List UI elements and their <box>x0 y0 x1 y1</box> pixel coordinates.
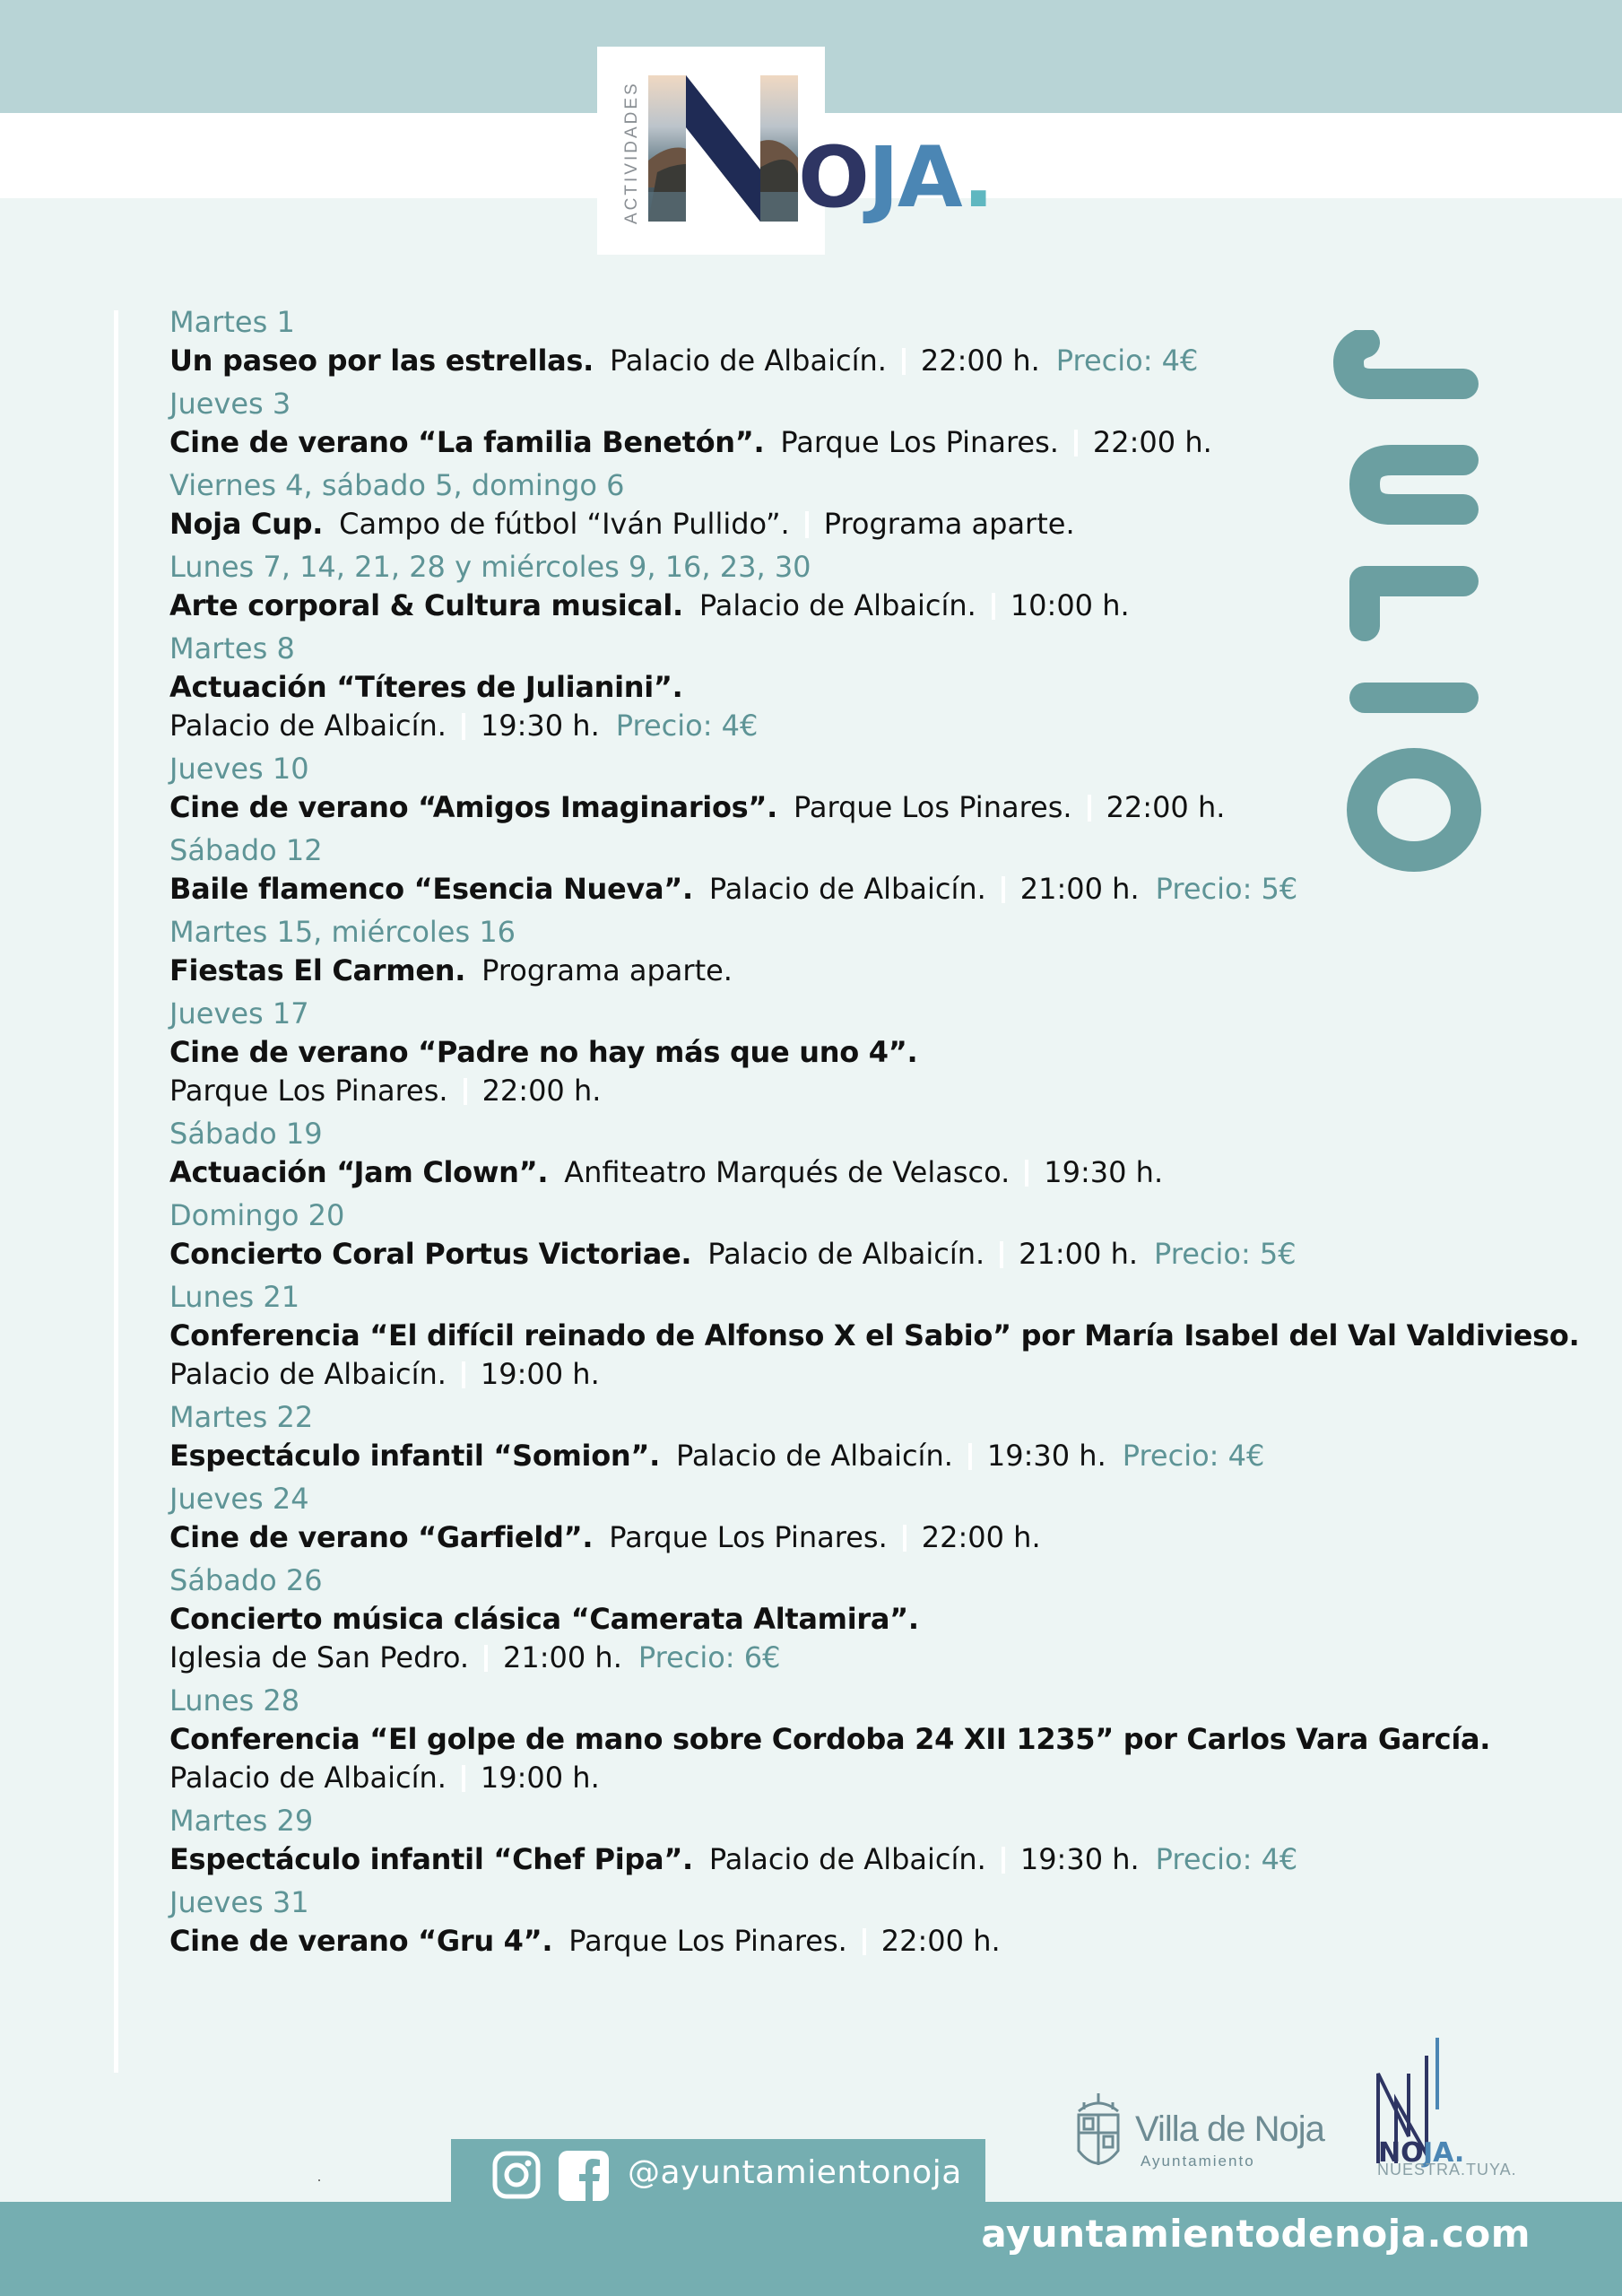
event-date: Lunes 21 <box>169 1280 300 1314</box>
event-place: Parque Los Pinares. <box>568 1924 847 1958</box>
event-title: Espectáculo infantil “Somion”. <box>169 1439 660 1473</box>
event-title: Arte corporal & Cultura musical. <box>169 588 683 622</box>
event-date: Jueves 31 <box>169 1885 309 1919</box>
event-date: Viernes 4, sábado 5, domingo 6 <box>169 468 625 502</box>
event-time: 19:30 h. <box>1019 1842 1140 1876</box>
event-line <box>169 1437 1550 1475</box>
event-time: 19:00 h. <box>480 1761 600 1795</box>
event-date: Jueves 10 <box>169 752 309 786</box>
event-line <box>169 1840 1550 1879</box>
event-line <box>169 1355 1550 1394</box>
event-line <box>169 1235 1550 1274</box>
logo-dot: . <box>962 129 993 227</box>
event-date: Martes 22 <box>169 1400 314 1434</box>
event-place: Palacio de Albaicín. <box>169 1357 447 1391</box>
month-vertical-title <box>1329 330 1490 886</box>
event-line <box>169 1317 1580 1355</box>
event-place: Palacio de Albaicín. <box>169 709 447 743</box>
event-price: Precio: 5€ <box>1155 872 1298 906</box>
event-place: Parque Los Pinares. <box>794 790 1072 824</box>
event-date: Martes 8 <box>169 631 295 665</box>
event-title: Cine de verano “La familia Benetón”. <box>169 425 765 459</box>
logo-side-text: ACTIVIDADES <box>622 81 641 224</box>
event-date: Martes 29 <box>169 1804 314 1838</box>
separator-bar <box>903 1525 906 1552</box>
facebook-icon[interactable] <box>559 2151 609 2201</box>
separator-bar <box>462 1361 465 1388</box>
villa-subtitle: Ayuntamiento <box>1141 2152 1255 2170</box>
event-place: Palacio de Albaicín. <box>707 1237 985 1271</box>
event-place: Parque Los Pinares. <box>780 425 1059 459</box>
website-link[interactable]: ayuntamientodenoja.com <box>981 2212 1531 2256</box>
separator-bar <box>464 1078 467 1105</box>
event-title: Cine de verano “Gru 4”. <box>169 1924 553 1958</box>
event-line <box>169 1600 1550 1639</box>
event-time: 19:30 h. <box>1044 1155 1164 1189</box>
event-item <box>169 1196 1550 1274</box>
logo-letters-ja: JA <box>867 129 963 227</box>
event-item <box>169 1883 1550 1961</box>
event-line <box>169 1518 1550 1557</box>
event-time: 19:00 h. <box>480 1357 600 1391</box>
event-place: Iglesia de San Pedro. <box>169 1640 470 1674</box>
separator-bar <box>863 1928 866 1955</box>
event-title: Baile flamenco “Esencia Nueva”. <box>169 872 693 906</box>
logo-letter-o: O <box>798 129 868 227</box>
event-time: 21:00 h. <box>1019 872 1140 906</box>
event-time: 21:00 h. <box>1019 1237 1139 1271</box>
separator-bar <box>1002 876 1005 903</box>
separator-bar <box>1000 1241 1003 1268</box>
event-time: 22:00 h. <box>920 344 1040 378</box>
event-price: Precio: 5€ <box>1154 1237 1297 1271</box>
event-title: Espectáculo infantil “Chef Pipa”. <box>169 1842 693 1876</box>
event-date: Martes 15, miércoles 16 <box>169 915 516 949</box>
event-date: Domingo 20 <box>169 1198 345 1232</box>
event-line <box>169 952 1550 990</box>
event-line <box>169 1072 1550 1110</box>
event-title: Conferencia “El difícil reinado de Alfonso X el Sabio” por María Isabel del Val Valdivieso. <box>169 1318 1580 1352</box>
event-title: Cine de verano “Padre no hay más que uno 4”. <box>169 1035 918 1069</box>
event-line <box>169 1720 1550 1759</box>
event-place: Parque Los Pinares. <box>169 1074 448 1108</box>
event-line <box>169 1153 1550 1192</box>
event-time: 22:00 h. <box>880 1924 1001 1958</box>
event-place: Palacio de Albaicín. <box>610 344 887 378</box>
event-time: 22:00 h. <box>1092 425 1212 459</box>
event-line <box>169 1922 1550 1961</box>
separator-bar <box>805 511 809 538</box>
event-place: Anfiteatro Marqués de Velasco. <box>564 1155 1010 1189</box>
event-date: Sábado 19 <box>169 1117 323 1151</box>
svg-text:JA.: JA. <box>1423 2137 1465 2168</box>
event-date: Lunes 7, 14, 21, 28 y miércoles 9, 16, 23, 30 <box>169 550 811 584</box>
event-place: Palacio de Albaicín. <box>698 588 976 622</box>
nn-logo-text: NUESTRA.TUYA. <box>1377 2161 1517 2179</box>
event-price: Precio: 4€ <box>1055 344 1199 378</box>
event-title: Conferencia “El golpe de mano sobre Cordoba 24 XII 1235” por Carlos Vara García. <box>169 1722 1491 1756</box>
event-date: Sábado 12 <box>169 833 323 867</box>
event-date: Jueves 24 <box>169 1482 309 1516</box>
event-date: Martes 1 <box>169 305 295 339</box>
event-place: Campo de fútbol “Iván Pullido”. <box>339 507 790 541</box>
svg-text:NO: NO <box>1378 2137 1424 2168</box>
event-date: Lunes 28 <box>169 1683 300 1718</box>
left-rule <box>114 310 118 2073</box>
event-place: Parque Los Pinares. <box>609 1520 888 1554</box>
event-place: Palacio de Albaicín. <box>708 872 986 906</box>
event-time: 10:00 h. <box>1010 588 1130 622</box>
event-place: Palacio de Albaicín. <box>708 1842 986 1876</box>
event-price: Precio: 4€ <box>1155 1842 1298 1876</box>
separator-bar <box>484 1645 488 1672</box>
event-line <box>169 1033 1550 1072</box>
event-title: Cine de verano “Garfield”. <box>169 1520 594 1554</box>
event-time: 21:00 h. <box>503 1640 622 1674</box>
separator-bar <box>1074 430 1078 457</box>
event-item <box>169 1561 1550 1677</box>
tiny-dot <box>318 2179 320 2181</box>
separator-bar <box>1002 1847 1005 1874</box>
event-price: Precio: 4€ <box>1122 1439 1265 1473</box>
event-item <box>169 913 1550 990</box>
event-item <box>169 1480 1550 1557</box>
event-title: Un paseo por las estrellas. <box>169 344 594 378</box>
noja-nuestra-tuya-logo-icon <box>1373 2038 1480 2168</box>
separator-bar <box>992 593 995 620</box>
event-item <box>169 1115 1550 1192</box>
event-price: Precio: 6€ <box>638 1640 781 1674</box>
separator-bar <box>462 1765 465 1792</box>
logo-letter-n <box>648 75 798 222</box>
event-time: 22:00 h. <box>921 1520 1041 1554</box>
event-title: Fiestas El Carmen. <box>169 953 466 987</box>
separator-bar <box>968 1443 972 1470</box>
event-time: Programa aparte. <box>481 953 733 987</box>
event-time: 19:30 h. <box>986 1439 1106 1473</box>
villa-name: Villa de Noja <box>1135 2109 1324 2149</box>
event-title: Concierto música clásica “Camerata Altamira”. <box>169 1602 919 1636</box>
event-item <box>169 995 1550 1110</box>
event-date: Sábado 26 <box>169 1563 323 1597</box>
event-line <box>169 1639 1550 1677</box>
event-price: Precio: 4€ <box>615 709 759 743</box>
event-time: 22:00 h. <box>481 1074 602 1108</box>
event-item <box>169 1802 1550 1879</box>
instagram-icon[interactable] <box>492 2151 541 2199</box>
event-title: Noja Cup. <box>169 507 324 541</box>
event-title: Cine de verano “Amigos Imaginarios”. <box>169 790 777 824</box>
logo-text <box>798 129 993 227</box>
event-title: Actuación “Títeres de Julianini”. <box>169 670 683 704</box>
separator-bar <box>1088 795 1091 822</box>
event-time: 19:30 h. <box>480 709 600 743</box>
event-item <box>169 1682 1550 1797</box>
event-place: Palacio de Albaicín. <box>169 1761 447 1795</box>
event-date: Jueves 17 <box>169 996 309 1031</box>
event-title: Actuación “Jam Clown”. <box>169 1155 549 1189</box>
event-time: 22:00 h. <box>1106 790 1226 824</box>
separator-bar <box>462 713 465 740</box>
event-item <box>169 1398 1550 1475</box>
social-handle[interactable]: @ayuntamientonoja <box>628 2154 962 2191</box>
event-date: Jueves 3 <box>169 387 291 421</box>
separator-bar <box>1025 1160 1028 1187</box>
event-title: Concierto Coral Portus Victoriae. <box>169 1237 692 1271</box>
event-time: Programa aparte. <box>823 507 1075 541</box>
separator-bar <box>902 348 906 375</box>
event-place: Palacio de Albaicín. <box>675 1439 953 1473</box>
event-item <box>169 1278 1580 1394</box>
event-line <box>169 1759 1550 1797</box>
